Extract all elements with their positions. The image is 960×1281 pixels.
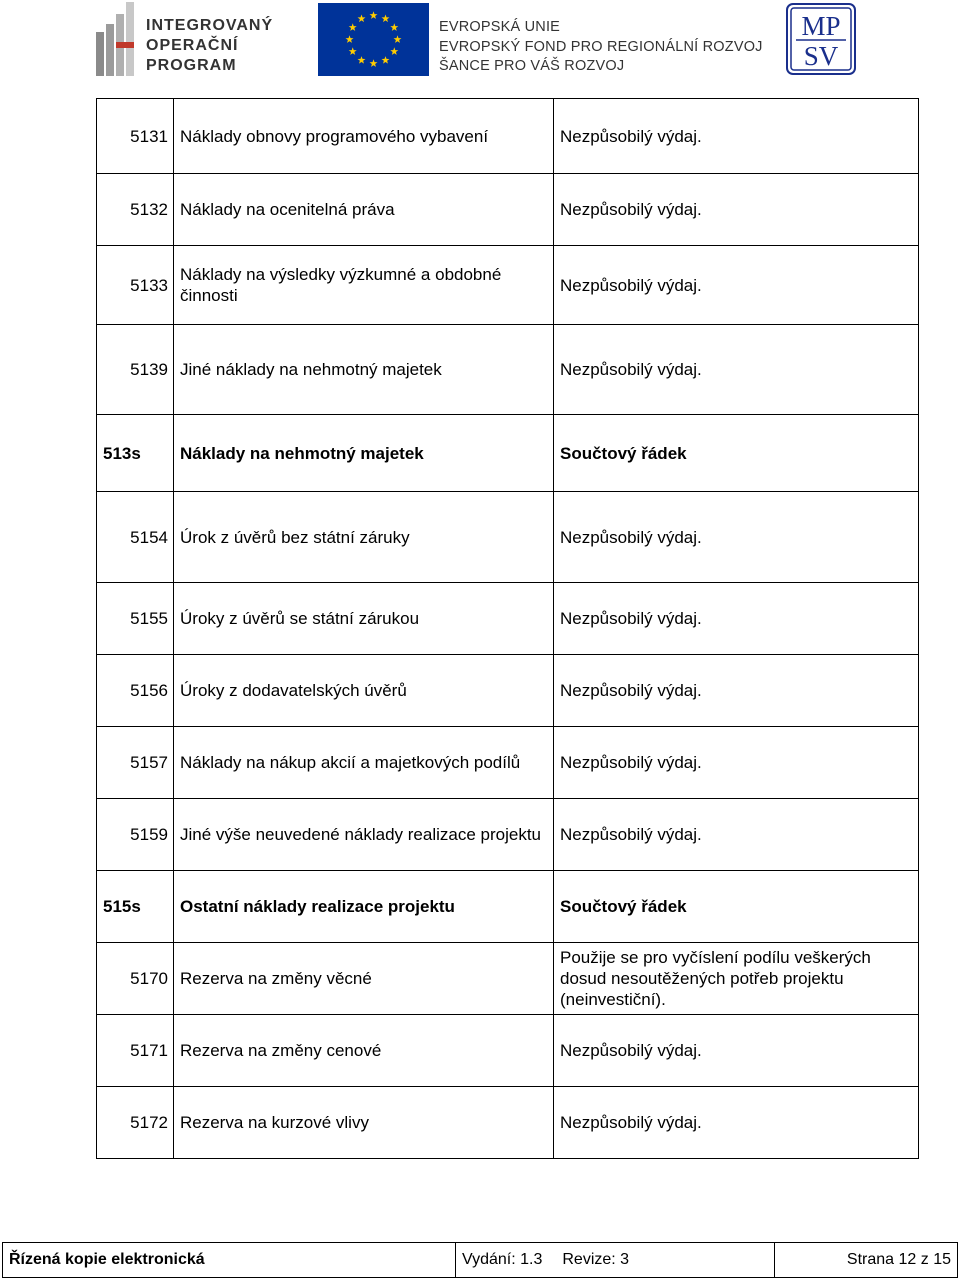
table-row [97,246,919,325]
eu-line-2: EVROPSKÝ FOND PRO REGIONÁLNÍ ROZVOJ [439,38,763,55]
edition-revision [456,1243,775,1278]
page-header [0,0,960,90]
code-cell: 515s [97,871,174,943]
eu-logo-text [439,18,763,77]
mpsv-line-2: SV [803,41,839,71]
table-row [97,943,919,1015]
status-cell: Nezpůsobilý výdaj. [554,246,919,325]
name-cell: Náklady na nehmotný majetek [174,415,554,492]
cost-items-body [97,99,919,1159]
name-cell: Náklady na nákup akcií a majetkových podílů [174,727,554,799]
table-row [97,871,919,943]
eu-line-1: EVROPSKÁ UNIE [439,19,561,35]
status-cell: Nezpůsobilý výdaj. [554,727,919,799]
name-cell: Rezerva na kurzové vlivy [174,1087,554,1159]
name-cell: Rezerva na změny věcné [174,943,554,1015]
code-cell: 5155 [97,583,174,655]
code-cell: 5154 [97,492,174,583]
code-cell: 5159 [97,799,174,871]
table-row [97,1087,919,1159]
table-row [97,99,919,174]
code-cell: 5132 [97,174,174,246]
iop-logo-text [146,16,273,76]
status-cell: Nezpůsobilý výdaj. [554,655,919,727]
table-row [97,727,919,799]
controlled-copy-label: Řízená kopie elektronická [3,1243,456,1278]
status-cell: Nezpůsobilý výdaj. [554,325,919,415]
iop-line-2: OPERAČNÍ [146,37,239,54]
table-row [97,1015,919,1087]
status-cell: Nezpůsobilý výdaj. [554,174,919,246]
code-cell: 5157 [97,727,174,799]
table-row [97,799,919,871]
code-cell: 5131 [97,99,174,174]
status-cell: Nezpůsobilý výdaj. [554,99,919,174]
name-cell: Úroky z úvěrů se státní zárukou [174,583,554,655]
name-cell: Jiné výše neuvedené náklady realizace projektu [174,799,554,871]
name-cell: Náklady na výsledky výzkumné a obdobné činnosti [174,246,554,325]
name-cell: Rezerva na změny cenové [174,1015,554,1087]
name-cell: Úroky z dodavatelských úvěrů [174,655,554,727]
cost-items-table [96,98,919,1159]
table-row [97,583,919,655]
mpsv-logo [786,3,856,75]
code-cell: 5172 [97,1087,174,1159]
iop-logo-mark [96,2,136,76]
name-cell: Náklady obnovy programového vybavení [174,99,554,174]
mpsv-line-1: MP [801,11,841,41]
table-row [97,174,919,246]
name-cell: Jiné náklady na nehmotný majetek [174,325,554,415]
table-row [97,325,919,415]
code-cell: 513s [97,415,174,492]
code-cell: 5156 [97,655,174,727]
page-footer [2,1242,958,1278]
status-cell: Nezpůsobilý výdaj. [554,1087,919,1159]
code-cell: 5171 [97,1015,174,1087]
status-cell: Součtový řádek [554,415,919,492]
page-number: Strana 12 z 15 [775,1243,958,1278]
iop-logo [96,2,286,78]
status-cell: Nezpůsobilý výdaj. [554,583,919,655]
status-cell: Použije se pro vyčíslení podílu veškerých dosud nesoutěžených potřeb projektu (neinvestiční). [554,943,919,1015]
status-cell: Nezpůsobilý výdaj. [554,492,919,583]
eu-line-3: ŠANCE PRO VÁŠ ROZVOJ [439,58,625,74]
table-row [97,492,919,583]
status-cell: Nezpůsobilý výdaj. [554,1015,919,1087]
name-cell: Úrok z úvěrů bez státní záruky [174,492,554,583]
table-row [97,415,919,492]
table-row [97,655,919,727]
edition-label: Vydání: 1.3 [462,1251,543,1268]
iop-line-3: PROGRAM [146,57,237,74]
name-cell: Ostatní náklady realizace projektu [174,871,554,943]
eu-flag-icon [318,3,429,76]
code-cell: 5133 [97,246,174,325]
code-cell: 5139 [97,325,174,415]
name-cell: Náklady na ocenitelná práva [174,174,554,246]
status-cell: Nezpůsobilý výdaj. [554,799,919,871]
revision-label: Revize: 3 [562,1251,630,1268]
status-cell: Součtový řádek [554,871,919,943]
code-cell: 5170 [97,943,174,1015]
iop-line-1: INTEGROVANÝ [146,17,274,34]
